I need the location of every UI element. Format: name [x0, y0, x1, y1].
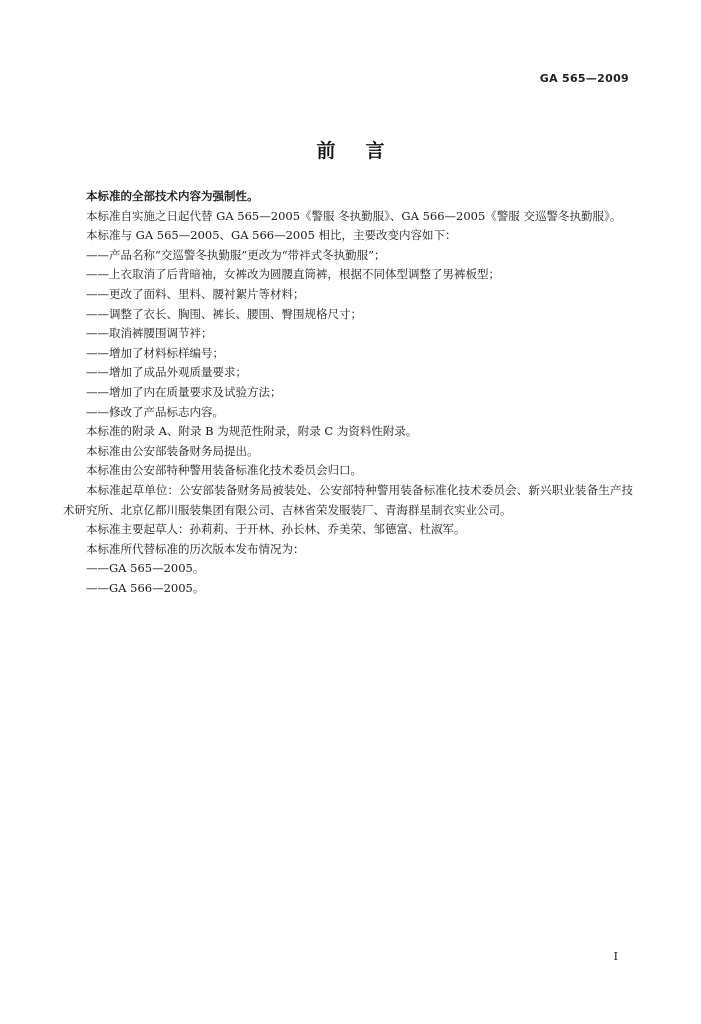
- paragraph-mandatory: 本标准的全部技术内容为强制性。: [86, 189, 259, 203]
- page-title: 前言: [316, 140, 415, 162]
- paragraph-proposed-by: 本标准由公安部装备财务局提出。: [86, 443, 259, 458]
- paragraph-drafters: 本标准主要起草人：孙莉莉、于开林、孙长林、乔美荣、邹德富、杜淑军。: [86, 522, 466, 537]
- change-item: ——增加了成品外观质量要求；: [86, 365, 247, 380]
- paragraph-managed-by: 本标准由公安部特种警用装备标准化技术委员会归口。: [86, 463, 362, 478]
- history-item: ——GA 565—2005。: [86, 561, 205, 576]
- change-item: ——产品名称“交巡警冬执勤服”更改为“带袢式冬执勤服”；: [86, 247, 386, 262]
- paragraph-history-intro: 本标准所代替标准的历次版本发布情况为：: [86, 541, 305, 556]
- page-number: I: [613, 950, 618, 963]
- paragraph-drafting-units: 本标准起草单位：公安部装备财务局被装处、公安部特种警用装备标准化技术委员会、新兴职业装备生产技术研究所、北京亿都川服装集团有限公司、吉林省荣发服装厂、青海群星制衣实业公司。: [63, 482, 633, 517]
- change-item: ——取消裤腰围调节袢；: [86, 326, 213, 341]
- paragraph-changes-intro: 本标准与 GA 565—2005、GA 566—2005 相比，主要改变内容如下：: [86, 228, 457, 243]
- standard-code: GA 565—2009: [539, 72, 629, 85]
- change-item: ——上衣取消了后背暗袖，女裤改为圆腰直筒裤，根据不同体型调整了男裤板型；: [86, 267, 500, 282]
- paragraph-appendix: 本标准的附录 A、附录 B 为规范性附录，附录 C 为资料性附录。: [86, 424, 418, 439]
- foreword-body: [63, 187, 633, 598]
- history-item: ——GA 566—2005。: [86, 580, 205, 595]
- change-item: ——增加了内在质量要求及试验方法；: [86, 384, 282, 399]
- paragraph-replaces: 本标准自实施之日起代替 GA 565—2005《警服 冬执勤服》、GA 566—2005《警服 交巡警冬执勤服》。: [86, 208, 622, 223]
- change-item: ——更改了面料、里料、腰衬絮片等材料；: [86, 286, 305, 301]
- change-item: ——调整了衣长、胸围、裤长、腰围、臀围规格尺寸；: [86, 306, 362, 321]
- change-item: ——增加了材料标样编号；: [86, 345, 224, 360]
- change-item: ——修改了产品标志内容。: [86, 404, 224, 419]
